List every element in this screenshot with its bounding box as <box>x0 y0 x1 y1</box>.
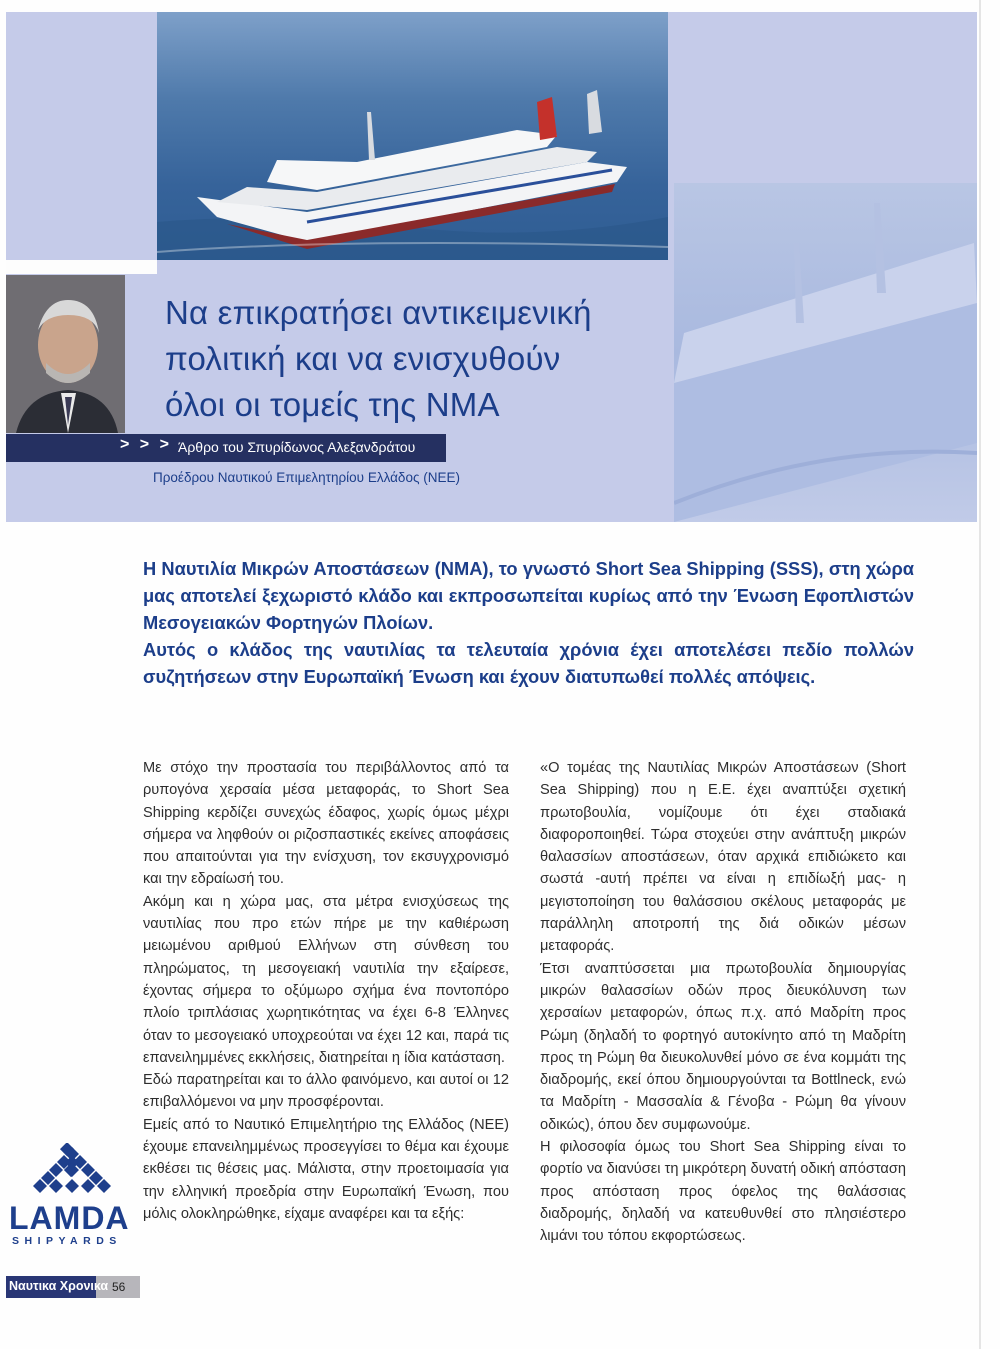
body-paragraph: Έτσι αναπτύσσεται μια πρωτοβουλία δημιουργίας μικρών θαλασσίων οδών προς διευκόλυνση των χερσαίων μεταφορών, όπως π.χ. από Μαδρίτη προς Ρώμη (δηλαδή το φορτηγό αυτοκίνητο από τη Μαδρίτη προς τη Ρώμη θα διευκολυνθεί μόνο σε ένα κομμάτι της διαδρομής, εκεί όπου δημιουργούνται τα Bottlneck, ενώ τα Μαδρίτη - Μασσαλία & Γένοβα - Ρώμη θα γίνουν οδικώς), όπου δεν συμφωνούμε. <box>540 960 906 1133</box>
body-paragraph: «Ο τομέας της Ναυτιλίας Μικρών Αποστάσεων (Short Sea Shipping) που η Ε.Ε. έχει αναπτύξει σχετική πρωτοβουλία, νομίζουμε ότι έχει σταδιακά διαφοροποιηθεί. Τώρα στοχεύει στην ανάπτυξη μικρών θαλασσίων αποστάσεων, όταν αρχικά επιδιώκετο και σωστά -αυτή πρέπει να είναι η επιδίωξή μας- η μεγιστοποίηση του θαλάσσιου σκέλους μεταφοράς με παράλληλη αποτροπή της διά οδικών μέσων μεταφοράς. <box>540 760 906 955</box>
ship-bow-illustration <box>674 183 977 522</box>
footer-magazine-title: Ναυτικα Χρονικα <box>9 1279 109 1293</box>
author-portrait <box>6 275 125 433</box>
author-line: Άρθρο του Σπυρίδωνος Αλεξανδράτου <box>178 439 416 455</box>
page-edge <box>979 0 981 1349</box>
lamda-wordmark: LAMDA <box>9 1200 130 1236</box>
lamda-diamond-icon <box>10 1143 135 1203</box>
body-paragraph: Η φιλοσοφία όμως του Short Sea Shipping είναι το φορτίο να διανύσει τη μικρότερη δυνατή οδική απόσταση προς απόσταση προς όφελος της θαλάσσιας διαδρομής, δηλαδή να κατευθυνθεί στο πλησιέστερο λιμάνι του τόπου εκφορτώσεως. <box>540 1139 906 1245</box>
body-column-2 <box>540 757 906 1248</box>
body-paragraph: Με στόχο την προστασία του περιβάλλοντος από τα ρυπογόνα χερσαία μέσα μεταφοράς, το Short Sea Shipping κερδίζει συνεχώς έδαφος, χωρίς όμως μέχρι σήμερα να ληφθούν οι ριζοσπαστικές εκείνες αποφάσεις που απαιτούνται για την ενίσχυση, τον εκσυγχρονισμό και την εδραίωσή του. <box>143 760 509 888</box>
author-arrows: > > > <box>120 436 172 453</box>
body-paragraph: Εμείς από το Ναυτικό Επιμελητήριο της Ελλάδος (ΝΕΕ) έχουμε επανειλημμένως προσεγγίσει το θέμα και έχουμε εκθέσει τις θέσεις μας. Μάλιστα, στην προετοιμασία για την ελληνική προεδρία στην Ευρωπαϊκή Ένωση, που μόλις ολοκληρώθηκε, είχαμε αναφέρει και τα εξής: <box>143 1116 509 1222</box>
lead-paragraph-2: Αυτός ο κλάδος της ναυτιλίας τα τελευταία χρόνια έχει αποτελέσει πεδίο πολλών συζητήσεων στην Ευρωπαϊκή Ένωση και έχουν διατυπωθεί πολλές απόψεις. <box>143 639 914 687</box>
page-number: 56 <box>112 1280 126 1294</box>
headline-line-1: Να επικρατήσει αντικειμενική <box>165 294 592 331</box>
body-paragraph: Εδώ παρατηρείται και το άλλο φαινόμενο, και αυτοί οι 12 επιβαλλόμενοι να μην προσφέρονται. <box>143 1072 509 1111</box>
headline-line-2: πολιτική και να ενισχυθούν <box>165 340 561 377</box>
body-paragraph: Ακόμη και η χώρα μας, στα μέτρα ενισχύσεως της ναυτιλίας που προ ετών πήρε με την καθιέρωση μειωμένου αριθμού Ελλήνων στη σύνθεση του πληρώματος, τη μεσογειακή ναυτιλία την εξαίρεσε, έχοντας σήμερα το οξύμωρο σχήμα ένα ποντοπόρο πλοίο τριπλάσιας χωρητικότητας να έχει 6-8 Έλληνες όταν το μεσογειακό υποχρεούται να έχει 12 και, παρά τις επανειλημμένες εκκλήσεις, διατηρείται η ίδια κατάσταση. <box>143 893 509 1066</box>
photo-gap <box>6 260 157 274</box>
ship-illustration <box>157 12 668 260</box>
author-photo <box>6 275 125 433</box>
article-headline <box>165 290 635 428</box>
body-column-1 <box>143 757 509 1225</box>
lamda-subtitle: SHIPYARDS <box>12 1235 122 1247</box>
author-role: Προέδρου Ναυτικού Επιμελητηρίου Ελλάδος (ΝΕΕ) <box>153 470 460 485</box>
ship-photo-faded <box>674 183 977 522</box>
lead-paragraph-1: Η Ναυτιλία Μικρών Αποστάσεων (ΝΜΑ), το γνωστό Short Sea Shipping (SSS), στη χώρα μας αποτελεί ξεχωριστό κλάδο και εκπροσωπείται κυρίως από την Ένωση Εφοπλιστών Μεσογειακών Φορτηγών Πλοίων. <box>143 558 914 633</box>
article-lead <box>143 555 914 690</box>
headline-line-3: όλοι οι τομείς της ΝΜΑ <box>165 386 500 423</box>
ship-photo <box>157 12 668 260</box>
